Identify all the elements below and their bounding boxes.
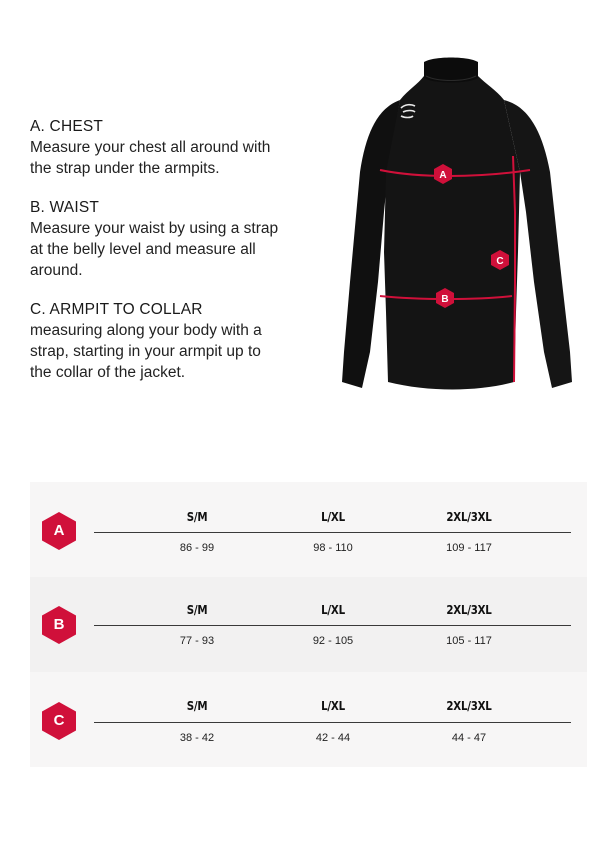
- row-label: C: [53, 712, 65, 729]
- size-header: S/M: [186, 698, 208, 713]
- section-text-line: Measure your waist by using a strap: [30, 220, 279, 237]
- row-label: B: [53, 616, 65, 633]
- marker-a-label: A: [439, 170, 447, 181]
- size-value: 77 - 93: [179, 635, 215, 647]
- table-row: [30, 577, 587, 672]
- size-header: L/XL: [321, 602, 345, 617]
- row-divider: [94, 722, 571, 723]
- size-header: S/M: [186, 602, 208, 617]
- row-divider: [94, 532, 571, 533]
- section-text-line: the collar of the jacket.: [30, 364, 186, 381]
- size-value: 105 - 117: [446, 635, 492, 647]
- section-armpit-to-collar: [30, 300, 320, 383]
- size-header: 2XL/3XL: [446, 509, 492, 524]
- row-badge: [42, 512, 76, 550]
- size-value: 44 - 47: [451, 732, 487, 744]
- section-text-line: around.: [30, 262, 83, 279]
- table-row: [30, 482, 587, 577]
- section-heading: A. CHEST: [30, 118, 104, 135]
- section-text-line: the strap under the armpits.: [30, 160, 220, 177]
- marker-c-label: C: [496, 256, 504, 267]
- section-chest: [30, 117, 320, 179]
- size-value: 109 - 117: [446, 542, 492, 554]
- size-table: [30, 482, 587, 768]
- table-row: [30, 672, 587, 767]
- size-header: 2XL/3XL: [446, 602, 492, 617]
- size-value: 86 - 99: [179, 542, 215, 554]
- section-text-line: at the belly level and measure all: [30, 241, 256, 258]
- row-label: A: [53, 522, 65, 539]
- size-header: S/M: [186, 509, 208, 524]
- size-value: 42 - 44: [315, 732, 351, 744]
- section-text-line: strap, starting in your armpit up to: [30, 343, 261, 360]
- section-heading: B. WAIST: [30, 199, 100, 216]
- marker-b-label: B: [441, 294, 449, 305]
- section-waist: [30, 198, 320, 281]
- section-text-line: Measure your chest all around with: [30, 139, 271, 156]
- section-text-line: measuring along your body with a: [30, 322, 262, 339]
- size-value: 92 - 105: [312, 635, 354, 647]
- row-badge: [42, 702, 76, 740]
- size-value: 38 - 42: [179, 732, 215, 744]
- shirt-illustration: [338, 52, 592, 402]
- size-header: L/XL: [321, 698, 345, 713]
- section-heading: C. ARMPIT TO COLLAR: [30, 301, 203, 318]
- size-header: 2XL/3XL: [446, 698, 492, 713]
- size-value: 98 - 110: [313, 542, 353, 554]
- size-header: L/XL: [321, 509, 345, 524]
- row-badge: [42, 606, 76, 644]
- row-divider: [94, 625, 571, 626]
